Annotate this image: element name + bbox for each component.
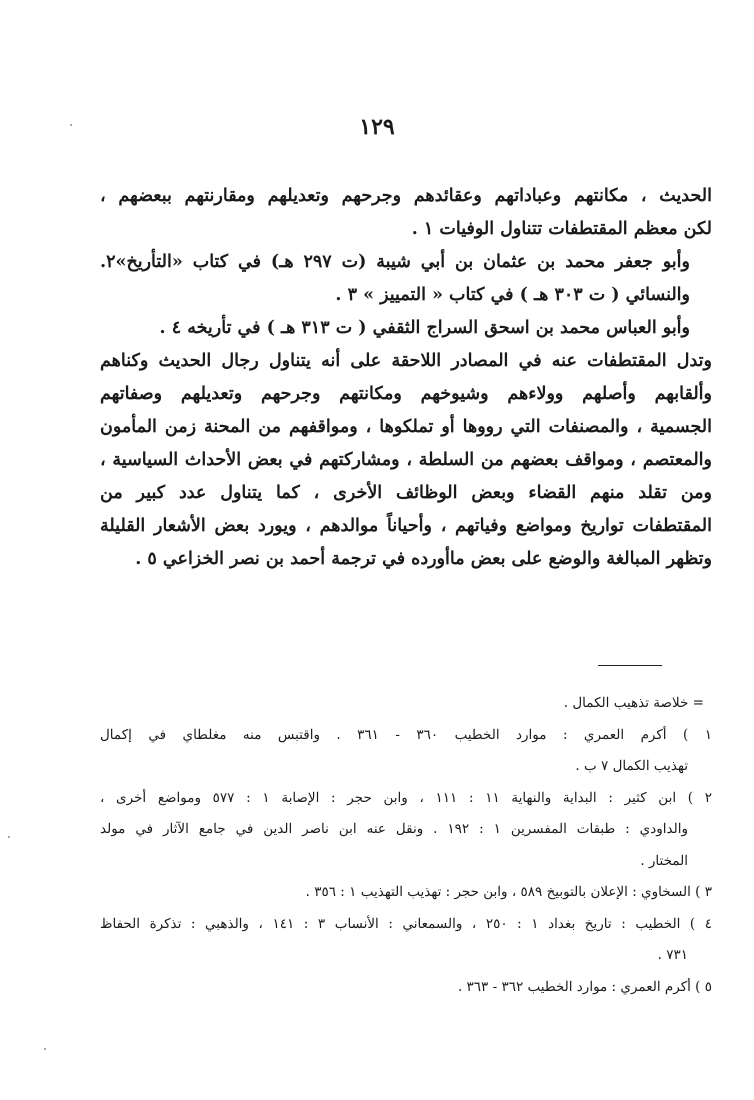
text-line: الحديث ، مكانتهم وعباداتهم وعقائدهم وجرحهم وتعديلهم ومقارنتهم ببعضهم ، (100, 186, 712, 206)
footnote-divider (598, 665, 662, 666)
scan-speck (8, 836, 10, 838)
text-line: وألقابهم وأصلهم وولاءهم وشيوخهم ومكانتهم وجرحهم وتعديلهم وصفاتهم (100, 384, 712, 404)
text-line: الجسمية ، والمصنفات التي رووها أو تملكوها ، ومواقفهم من المحنة زمن المأمون (100, 417, 712, 437)
text-line: وتدل المقتطفات عنه في المصادر اللاحقة على أنه يتناول رجال الحديث وكناهم (100, 351, 712, 371)
page-number: ١٢٩ (359, 114, 395, 140)
text-line: والنسائي ( ت ٣٠٣ هـ ) في كتاب « التمييز » ٣ . (335, 285, 690, 305)
text-line: وتظهر المبالغة والوضع على بعض ماأورده في ترجمة أحمد بن نصر الخزاعي ٥ . (135, 549, 712, 569)
footnote-line: ٧٣١ . (657, 947, 688, 963)
footnote-line: ٤ ) الخطيب : تاريخ بغداد ١ : ٢٥٠ ، والسمعاني : الأنساب ٣ : ١٤١ ، والذهبي : تذكرة الحفاظ (100, 915, 712, 932)
footnote-line: = خلاصة تذهيب الكمال . (563, 695, 704, 711)
text-line: ومن تقلد منهم القضاء وبعض الوظائف الأخرى ، كما يتناول عدد كبير من (100, 483, 712, 503)
footnote-line: تهذيب الكمال ٧ ب . (575, 758, 688, 774)
text-line: لكن معظم المقتطفات تتناول الوفيات ١ . (411, 219, 712, 239)
main-text (100, 180, 712, 576)
footnote-line: ١ ) أكرم العمري : موارد الخطيب ٣٦٠ - ٣٦١ . واقتبس منه مغلطاي في إكمال (100, 726, 712, 743)
text-line: وأبو جعفر محمد بن عثمان بن أبي شيبة (ت ٢٩٧ هـ) في كتاب «التأريخ»٢. (100, 252, 690, 272)
footnote-line: والداودي : طبقات المفسرين ١ : ١٩٢ . ونقل عنه ابن ناصر الدين في جامع الآثار في مولد (100, 821, 688, 837)
scan-speck (44, 1048, 46, 1050)
footnote-line: ٣ ) السخاوي : الإعلان بالتوبيخ ٥٨٩ ، وابن حجر : تهذيب التهذيب ١ : ٣٥٦ . (305, 884, 712, 900)
scan-speck (70, 124, 72, 126)
text-line: وأبو العباس محمد بن اسحق السراج الثقفي ( ت ٣١٣ هـ ) في تأريخه ٤ . (159, 318, 690, 338)
footnote-line: المختار . (640, 852, 688, 869)
text-line: المقتطفات تواريخ ومواضع وفياتهم ، وأحياناً موالدهم ، ويورد بعض الأشعار القليلة (100, 516, 712, 536)
footnotes (100, 688, 712, 1003)
footnote-line: ٢ ) ابن كثير : البداية والنهاية ١١ : ١١١ ، وابن حجر : الإصابة ١ : ٥٧٧ ومواضع أخرى ، (100, 789, 712, 806)
text-line: والمعتصم ، ومواقف بعضهم من السلطة ، ومشاركتهم في بعض الأحداث السياسية ، (100, 450, 712, 470)
footnote-line: ٥ ) أكرم العمري : موارد الخطيب ٣٦٢ - ٣٦٣ . (457, 978, 712, 995)
